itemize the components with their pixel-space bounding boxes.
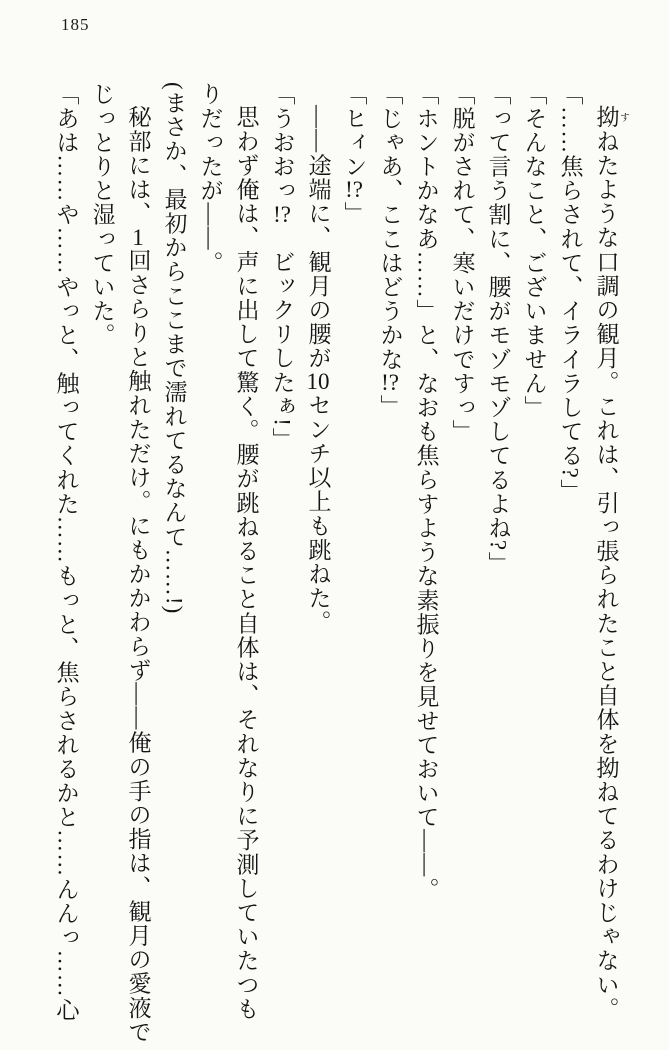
paragraph-11: 思わず俺は、声に出して驚く。腰が跳ねること自体は、それなりに予測していたつもりだったが――。 — [197, 82, 259, 1021]
paragraph-8: 「ヒィン!?」 — [341, 82, 367, 226]
paragraph-2: 「……焦らされて、イライラしてる?」 — [557, 82, 583, 504]
paragraph-6: 「ホントかなあ……」と、なおも焦らすような素振りを見せておいて――。 — [413, 82, 439, 902]
paragraph-1: 拗 すねたような口調の観月。これは、引っ張られたこと自体を拗ねてるわけじゃない。 — [593, 105, 629, 1021]
paragraph-12: (まさか、最初からここまで濡れてるなんて……!) — [161, 82, 187, 615]
paragraph-3: 「そんなこと、ございません」 — [521, 82, 547, 420]
page-number: 185 — [61, 15, 90, 34]
paragraph-7: 「じゃあ、ここはどうかな!?」 — [377, 82, 403, 419]
paragraph-5: 「脱がされて、寒いだけですっ」 — [449, 82, 475, 444]
paragraph-14: 「あは……や……やっと、触ってくれた……もっと、焦らされるかと……んんっ……心 — [53, 82, 79, 1022]
tate-chu-yoko: 10 — [306, 370, 330, 394]
tate-chu-yoko: !? — [345, 178, 363, 202]
paragraph-9: ――途端に、観月の腰が10センチ以上も跳ねた。 — [305, 105, 331, 635]
paragraph-10: 「うおおっ!? ビックリしたぁ!」 — [269, 82, 295, 452]
text-block — [48, 82, 629, 1044]
tate-chu-yoko: 1 — [132, 225, 144, 249]
paragraph-4: 「って言う割に、腰がモゾモゾしてるよね?」 — [485, 82, 511, 576]
paragraph-13: 秘部には、1回さらりと触れただけ。にもかかわらず――俺の手の指は、観月の愛液でじっとりと湿っていた。 — [89, 82, 151, 1044]
ruby-annotated-char: 拗 す — [593, 105, 629, 130]
tate-chu-yoko: !? — [273, 202, 291, 226]
tate-chu-yoko: !? — [381, 371, 399, 395]
